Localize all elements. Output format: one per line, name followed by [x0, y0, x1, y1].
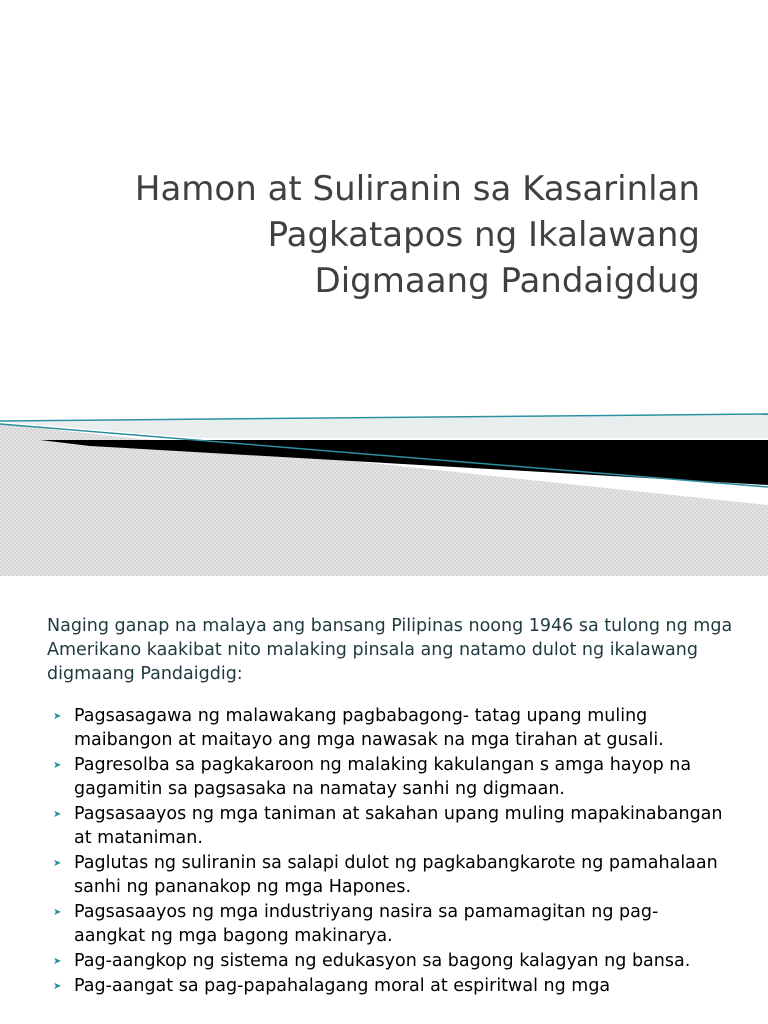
- list-item-text: Pag-aangat sa pag-papahalagang moral at espiritwal ng mga: [74, 976, 611, 996]
- list-item: [47, 753, 727, 801]
- intro-paragraph: Naging ganap na malaya ang bansang Pilipinas noong 1946 sa tulong ng mga Amerikano kaakibat nito malaking pinsala ang natamo dulot ng ikalawang digmaang Pandaigdig:: [47, 616, 733, 684]
- arrowhead-right-icon: ➤: [53, 809, 62, 820]
- list-item-text: Pagsasagawa ng malawakang pagbabagong- tatag upang muling maibangon at maitayo ang mga nawasak na mga tirahan at gusali.: [74, 706, 664, 750]
- arrowhead-right-icon: ➤: [53, 711, 62, 722]
- list-item-text: Pagsasaayos ng mga industriyang nasira sa pamamagitan ng pag-aangkat ng mga bagong makinarya.: [74, 902, 659, 946]
- title-line-3: Digmaang Pandaigdug: [314, 261, 700, 301]
- list-item: [47, 851, 727, 899]
- title-line-1: Hamon at Suliranin sa Kasarinlan: [134, 169, 700, 209]
- list-item-text: Pagsasaayos ng mga taniman at sakahan upang muling mapakinabangan at mataniman.: [74, 804, 723, 848]
- light-wedge: [0, 415, 768, 438]
- arrowhead-right-icon: ➤: [53, 760, 62, 771]
- title-line-2: Pagkatapos ng Ikalawang: [267, 215, 700, 255]
- arrowhead-right-icon: ➤: [53, 907, 62, 918]
- bullet-list: [47, 704, 727, 999]
- list-item: [47, 949, 727, 973]
- list-item: [47, 900, 727, 948]
- arrowhead-right-icon: ➤: [53, 858, 62, 869]
- slide-title: [60, 166, 700, 304]
- list-item: [47, 704, 727, 752]
- list-item-text: Pag-aangkop ng sistema ng edukasyon sa bagong kalagyan ng bansa.: [74, 951, 691, 971]
- list-item: [47, 974, 727, 998]
- arrowhead-right-icon: ➤: [53, 981, 62, 992]
- list-item-text: Pagresolba sa pagkakaroon ng malaking kakulangan s amga hayop na gagamitin sa pagsasaka na namatay sanhi ng digmaan.: [74, 755, 692, 799]
- list-item-text: Paglutas ng suliranin sa salapi dulot ng pagkabangkarote ng pamahalaan sanhi ng pananakop ng mga Hapones.: [74, 853, 718, 897]
- arrowhead-right-icon: ➤: [53, 956, 62, 967]
- list-item: [47, 802, 727, 850]
- content-slide: [0, 576, 768, 1024]
